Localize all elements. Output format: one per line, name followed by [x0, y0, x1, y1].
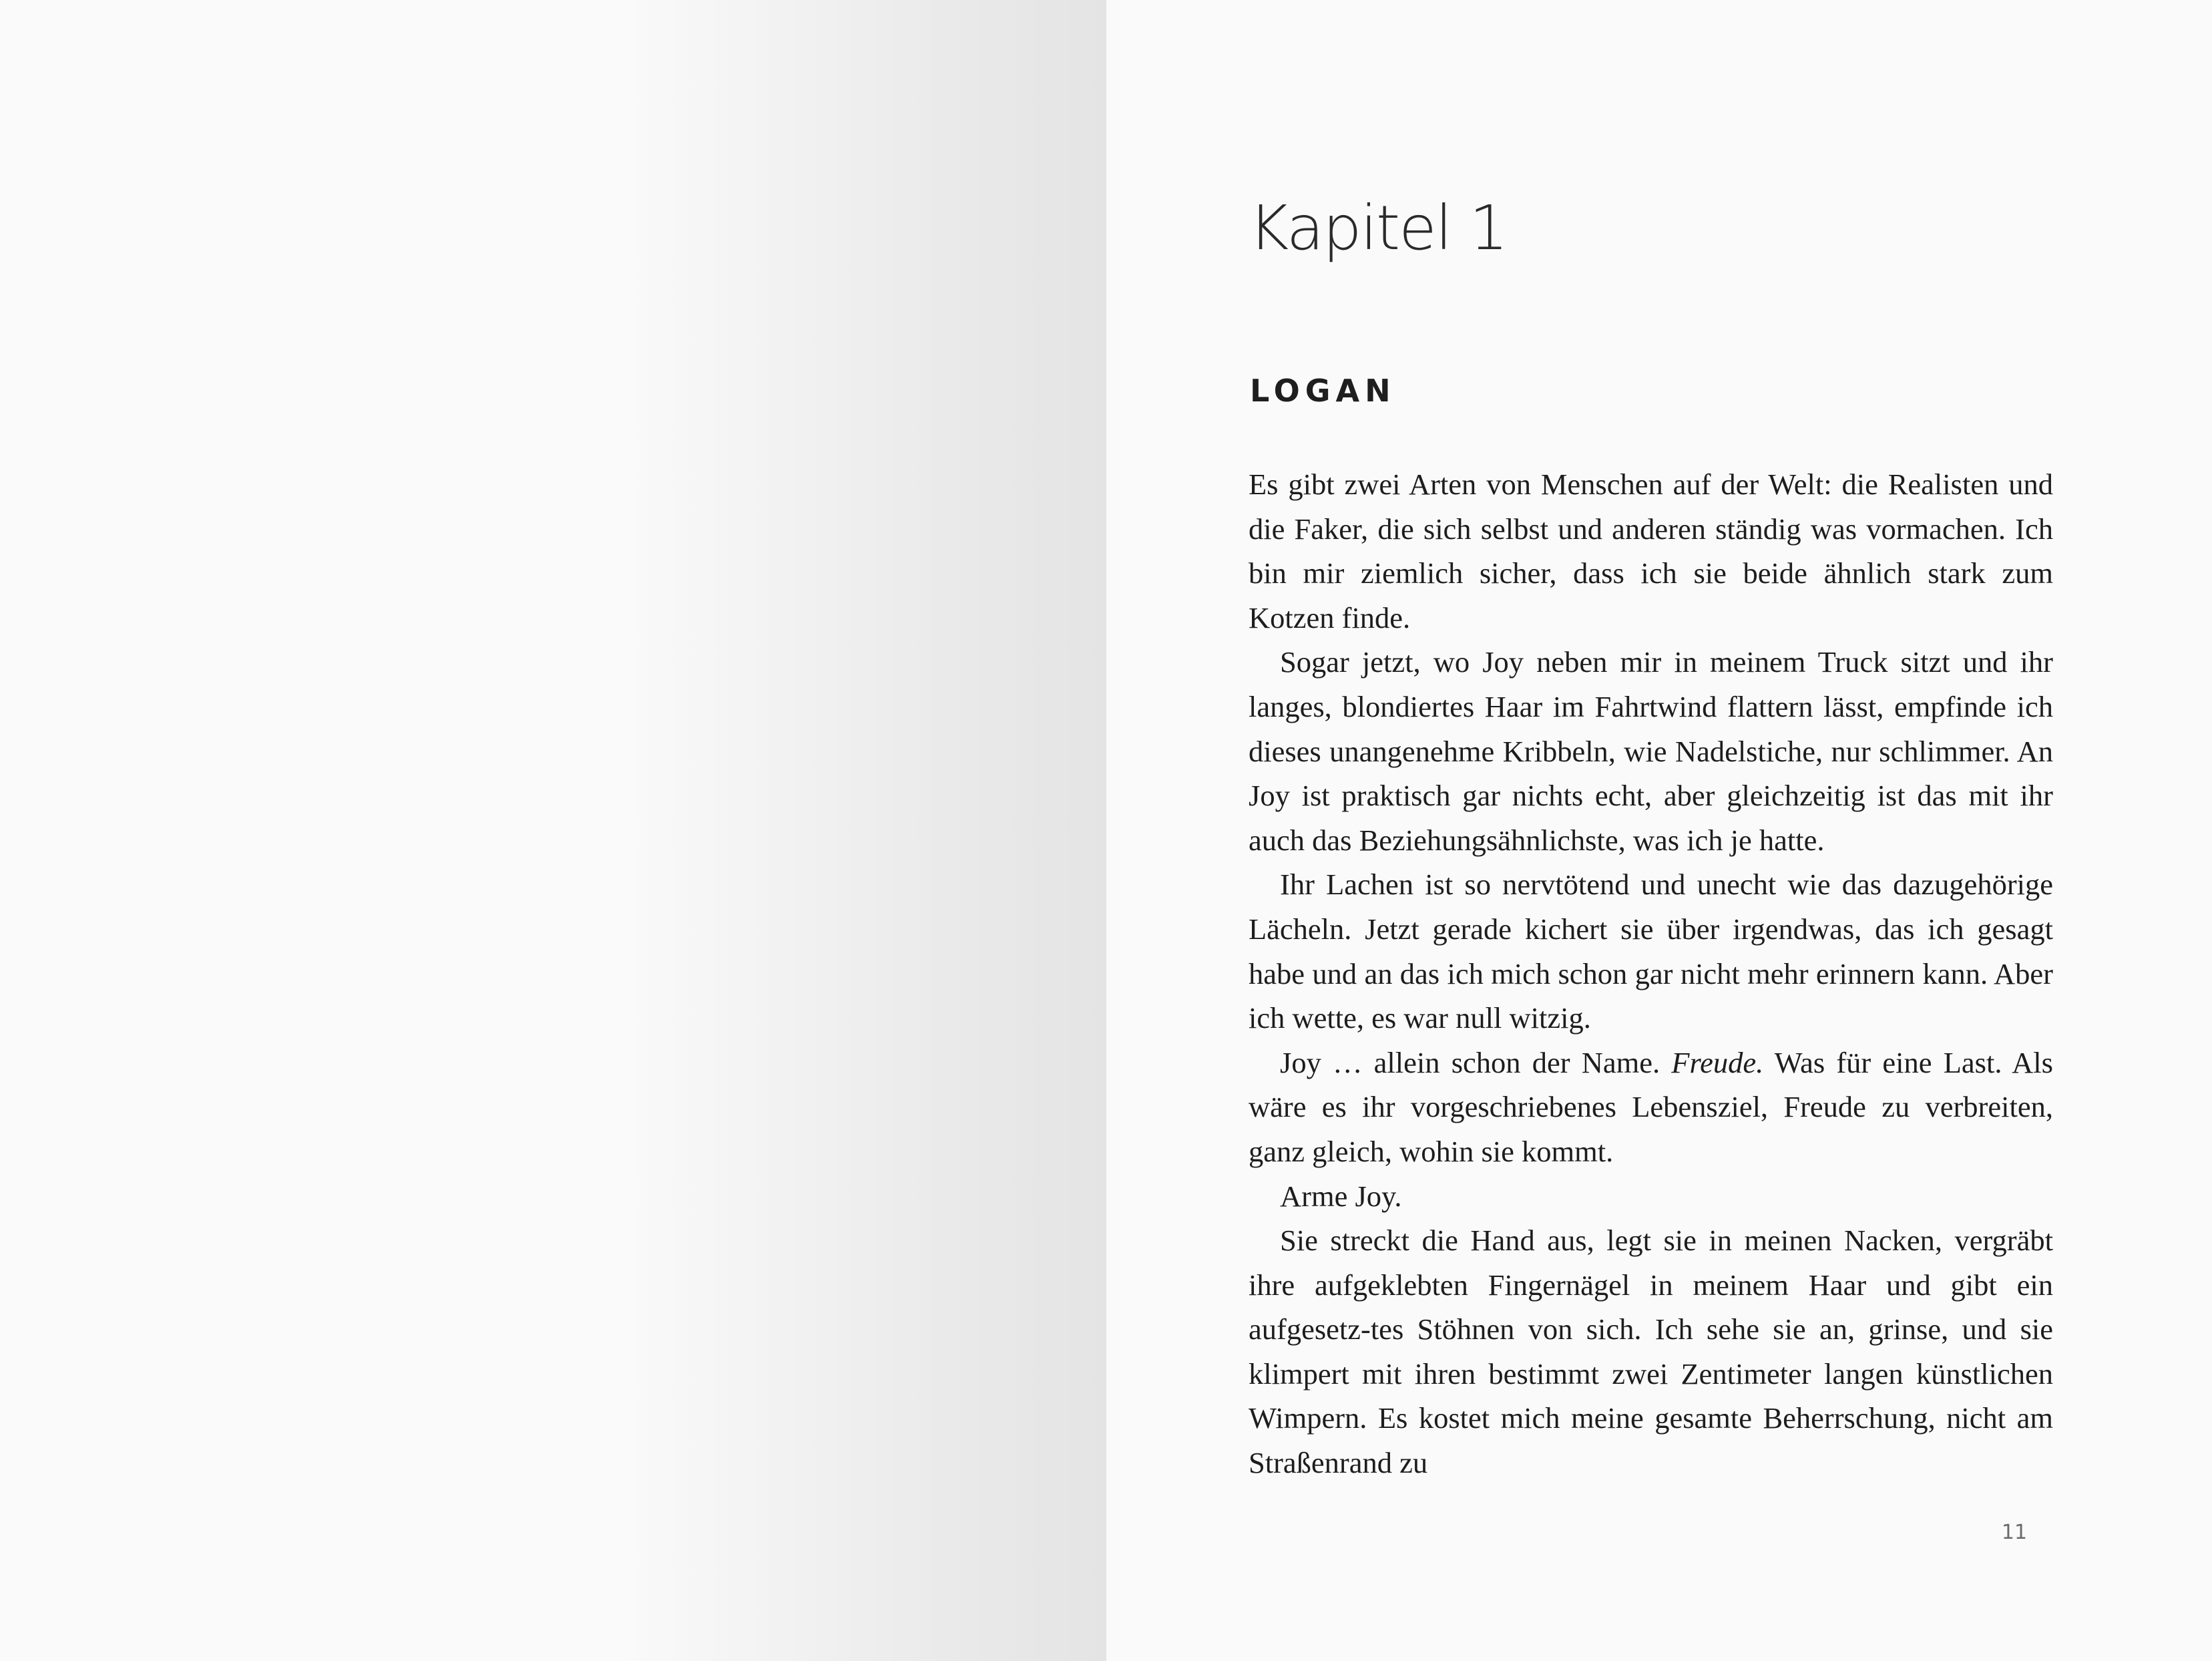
paragraph-5: Arme Joy.: [1280, 1179, 1402, 1213]
right-page: [1106, 0, 2212, 1661]
paragraph-4-emphasis: Freude.: [1671, 1045, 1764, 1079]
paragraph-2: Sogar jetzt, wo Joy neben mir in meinem Truck sitzt und ihr langes, blondiertes Haar im Fahrtwind flattern lässt, empfinde ich dieses unangenehme Kribbeln, wie Nadelstiche, nur schlimmer. An Joy ist praktisch gar nichts echt, aber gleichzeitig ist das mit ihr auch das Beziehungsähnlichste, was ich je hatte.: [1249, 645, 2053, 857]
chapter-pov-name: LOGAN: [1250, 373, 1396, 409]
paragraph-4: [1249, 1041, 2053, 1174]
chapter-title: Kapitel 1: [1249, 192, 1508, 264]
paragraph-3: Ihr Lachen ist so nervtötend und unecht wie das dazugehörige Lächeln. Jetzt gerade kichert sie über irgendwas, das ich gesagt habe und an das ich mich schon gar nicht mehr erinnern kann. Aber ich wette, es war null witzig.: [1249, 868, 2053, 1035]
chapter-body-text: [1249, 462, 2053, 1485]
paragraph-1: Es gibt zwei Arten von Menschen auf der Welt: die Realisten und die Faker, die sich selbst und anderen ständig was vormachen. Ich bin mir ziemlich sicher, dass ich sie beide ähnlich stark zum Kotzen finde.: [1249, 468, 2053, 634]
page-number: 11: [2001, 1521, 2028, 1544]
paragraph-4-start: Joy … allein schon der Name.: [1280, 1045, 1672, 1079]
paragraph-6: Sie streckt die Hand aus, legt sie in meinen Nacken, vergräbt ihre aufgeklebten Fingernägel in meinem Haar und gibt ein aufgesetz-tes Stöhnen von sich. Ich sehe sie an, grinse, und sie klimpert mit ihren bestimmt zwei Zentimeter langen künstlichen Wimpern. Es kostet mich meine gesamte Beherrschung, nicht am Straßenrand zu: [1249, 1224, 2053, 1480]
paragraph-4-end: Was für eine Last. Als wäre es ihr vorgeschriebenes Lebensziel, Freude zu verbreiten, ganz gleich, wohin sie kommt.: [1249, 1045, 2053, 1168]
